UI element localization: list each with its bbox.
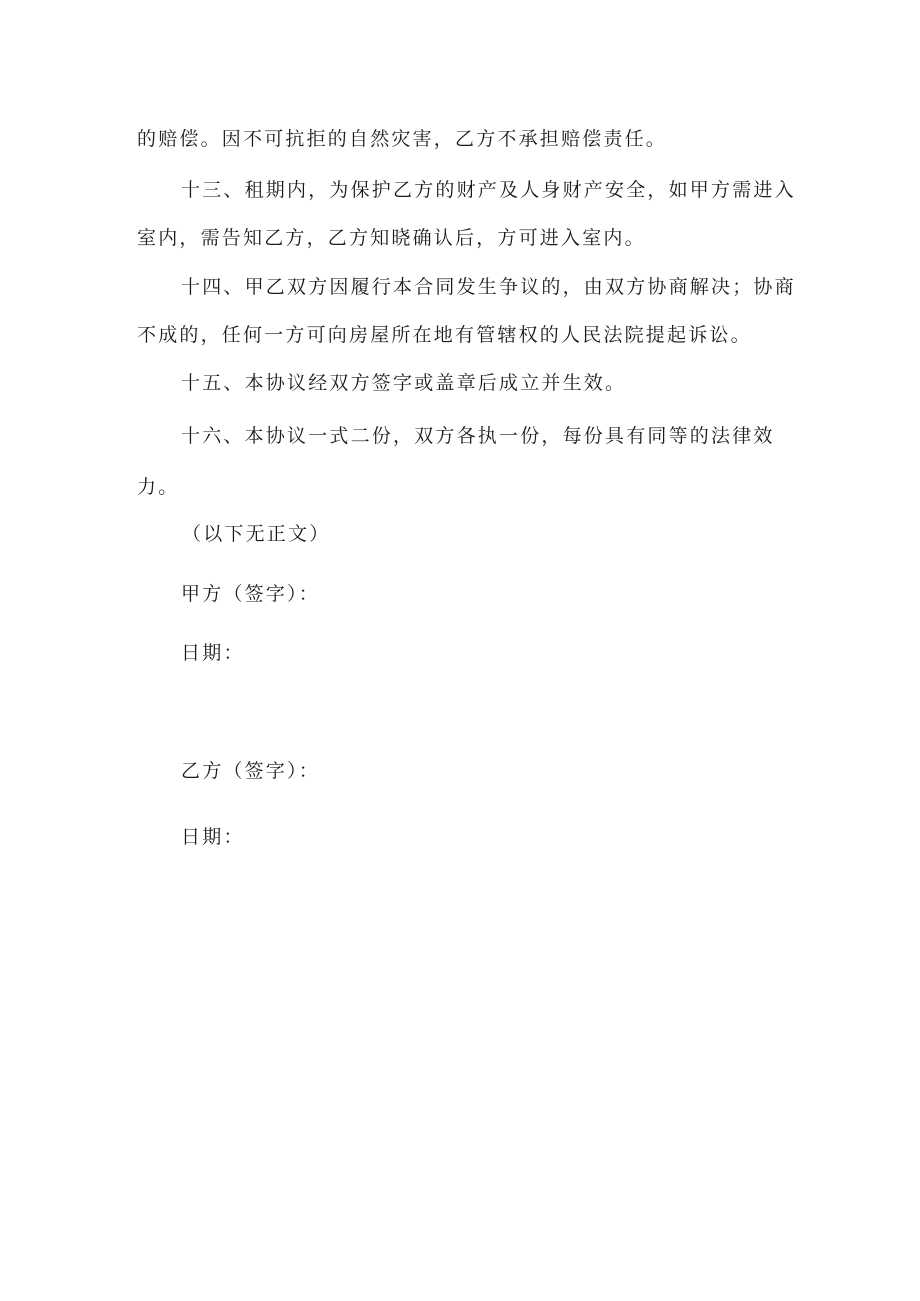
party-b-signature-label: 乙方（签字）： (181, 760, 320, 782)
party-b-date-label: 日期： (181, 826, 245, 848)
clause-13-line-2: 室内，需告知乙方，乙方知晓确认后，方可进入室内。 (137, 227, 646, 249)
clause-13-line-1: 十三、租期内，为保护乙方的财产及人身财产安全，如甲方需进入 (181, 179, 796, 201)
no-more-text-note: （以下无正文） (182, 523, 331, 545)
clause-16-line-2: 力。 (137, 476, 180, 498)
clause-15: 十五、本协议经双方签字或盖章后成立并生效。 (181, 372, 627, 394)
clause-16-line-1: 十六、本协议一式二份，双方各执一份，每份具有同等的法律效 (181, 425, 775, 447)
text-line-1: 的赔偿。因不可抗拒的自然灾害，乙方不承担赔偿责任。 (137, 128, 668, 150)
party-a-signature-label: 甲方（签字）： (181, 583, 320, 605)
clause-14-line-2: 不成的，任何一方可向房屋所在地有管辖权的人民法院提起诉讼。 (137, 324, 752, 346)
party-a-date-label: 日期： (181, 642, 245, 664)
clause-14-line-1: 十四、甲乙双方因履行本合同发生争议的，由双方协商解决；协商 (181, 276, 796, 298)
